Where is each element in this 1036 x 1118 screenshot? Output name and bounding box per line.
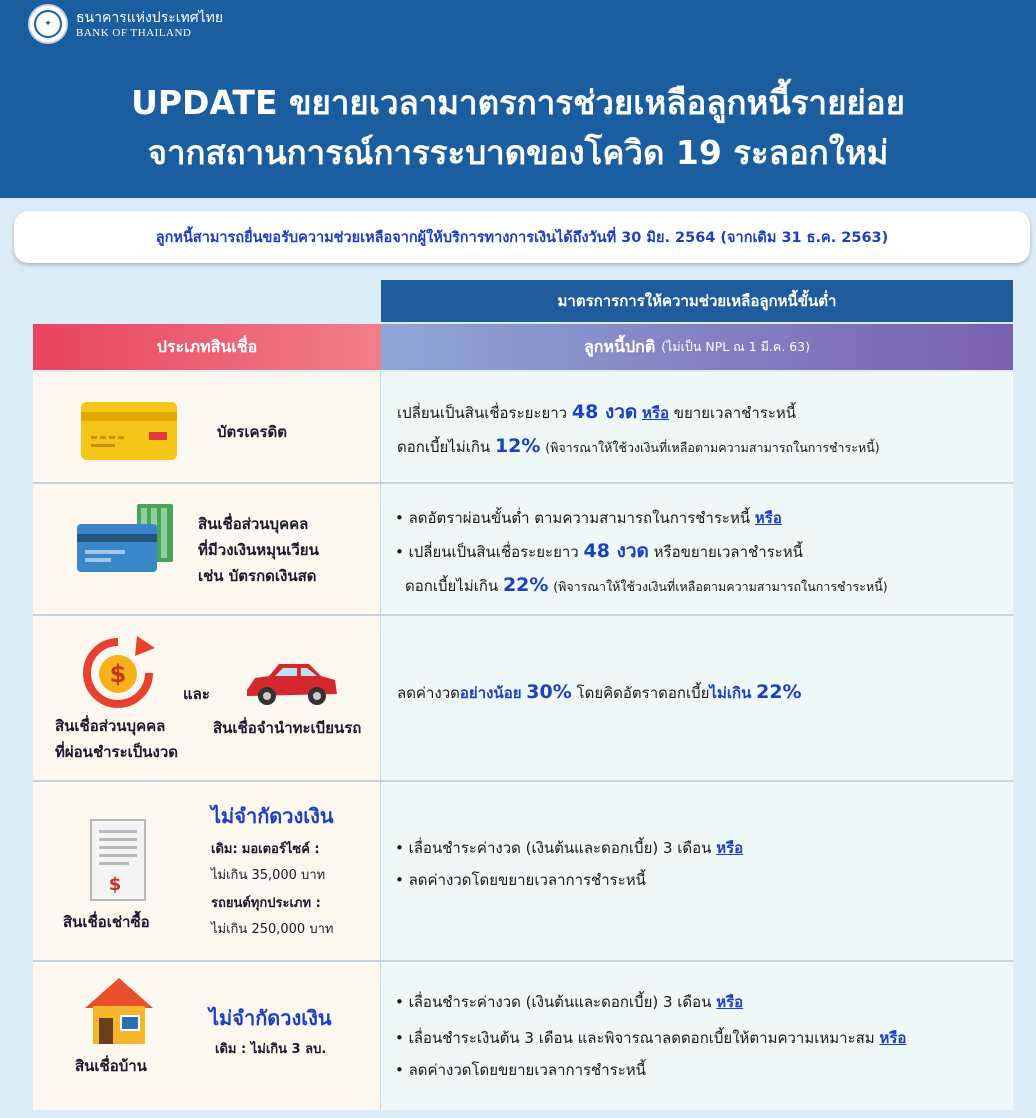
cards-and-cash-icon [77,502,177,574]
invoice-document-icon [89,818,147,902]
normal-debtor-note: (ไม่เป็น NPL ณ 1 มี.ค. 63) [661,339,810,354]
row-hire-purchase [33,782,1013,960]
installment-label-1: สินเชื่อส่วนบุคคล [55,717,166,735]
or-link[interactable]: หรือ [716,993,744,1011]
house-icon [83,976,155,1046]
org-name-th: ธนาคารแห่งประเทศไทย [76,10,224,26]
bot-logo [28,4,223,44]
installment-measure: ลดค่างวดอย่างน้อย 30% โดยคิดอัตราดอกเบี้ยไม่เกิน 22% [397,681,802,703]
hire-purchase-bullet-2: • ลดค่างวดโดยขยายเวลาการชำระหนี้ [395,871,646,889]
or-link[interactable]: หรือ [879,1029,907,1047]
deadline-banner [14,211,1030,263]
installment-label-2: ที่ผ่อนชำระเป็นงวด [55,743,179,761]
hire-purchase-label: สินเชื่อเช่าซื้อ [63,913,150,931]
hire-purchase-orig-moto: เดิม: มอเตอร์ไซค์ : [211,842,320,857]
normal-debtor-label: ลูกหนี้ปกติ [584,336,656,356]
title-line-1: UPDATE ขยายเวลามาตรการช่วยเหลือลูกหนี้รายย่อย [131,83,905,122]
header [0,0,1036,198]
credit-card-line-2: ดอกเบี้ยไม่เกิน 12% (พิจารณาให้ใช้วงเงินที่เหลือตามความสามารถในการชำระหนี้) [397,435,880,457]
title-line-2: จากสถานการณ์การระบาดของโควิด 19 ระลอกใหม่ [147,133,889,172]
car-title-loan-label: สินเชื่อจำนำทะเบียนรถ [213,719,362,737]
car-icon [241,660,341,710]
dollar-refresh-icon [79,634,157,712]
housing-orig: เดิม : ไม่เกิน 3 ลบ. [215,1042,327,1057]
or-link[interactable]: หรือ [754,509,782,527]
housing-bullet-1: • เลื่อนชำระค่างวด (เงินต้นและดอกเบี้ย) 3 เดือน หรือ [395,993,744,1011]
measure-header: มาตรการการให้ความช่วยเหลือลูกหนี้ขั้นต่ำ [381,280,1013,322]
svg-text:$: $ [109,660,127,688]
loan-type-header: ประเภทสินเชื่อ [33,324,381,370]
or-link[interactable]: หรือ [642,404,669,422]
revolving-label-3: เช่น บัตรกดเงินสด [198,567,317,585]
revolving-bullet-2-cont: ดอกเบี้ยไม่เกิน 22% (พิจารณาให้ใช้วงเงินที่เหลือตามความสามารถในการชำระหนี้) [405,574,888,596]
housing-bullet-3: • ลดค่างวดโดยขยายเวลาการชำระหนี้ [395,1061,646,1079]
hire-purchase-bullet-1: • เลื่อนชำระค่างวด (เงินต้นและดอกเบี้ย) 3 เดือน หรือ [395,839,744,857]
hire-purchase-unlimited: ไม่จำกัดวงเงิน [211,804,334,828]
page-title [0,78,1036,178]
row-revolving [33,484,1013,614]
and-label: และ [183,685,210,703]
hire-purchase-car: รถยนต์ทุกประเภท : [211,896,321,911]
hire-purchase-moto-limit: ไม่เกิน 35,000 บาท [211,868,326,883]
row-credit-card [33,372,1013,482]
credit-card-line-1: เปลี่ยนเป็นสินเชื่อระยะยาว 48 งวด หรือ ขยายเวลาชำระหนี้ [397,401,797,423]
housing-unlimited: ไม่จำกัดวงเงิน [209,1006,332,1030]
org-name-en: BANK OF THAILAND [76,27,192,39]
housing-label: สินเชื่อบ้าน [75,1057,147,1075]
normal-debtor-header [381,324,1013,370]
row-installment [33,616,1013,780]
deadline-text: ลูกหนี้สามารถยื่นขอรับความช่วยเหลือจากผู้ให้บริการทางการเงินได้ถึงวันที่ 30 มิย. 2564 (จากเดิม 31 ธ.ค. 2563) [155,229,889,246]
credit-card-label: บัตรเครดิต [217,423,288,441]
housing-bullet-2: • เลื่อนชำระเงินต้น 3 เดือน และพิจารณาลดดอกเบี้ยให้ตามความเหมาะสม หรือ [395,1029,907,1047]
credit-card-icon [81,402,177,460]
revolving-label-1: สินเชื่อส่วนบุคคล [198,515,309,533]
row-housing [33,962,1013,1110]
revolving-bullet-1: • ลดอัตราผ่อนขั้นต่ำ ตามความสามารถในการชำระหนี้ หรือ [395,509,782,527]
hire-purchase-car-limit: ไม่เกิน 250,000 บาท [211,922,334,937]
or-link[interactable]: หรือ [716,839,744,857]
svg-text:$: $ [108,874,122,895]
revolving-label-2: ที่มีวงเงินหมุนเวียน [198,541,319,559]
revolving-bullet-2: • เปลี่ยนเป็นสินเชื่อระยะยาว 48 งวด หรือขยายเวลาชำระหนี้ [395,540,803,562]
bot-seal-icon: ✦ [28,4,68,44]
